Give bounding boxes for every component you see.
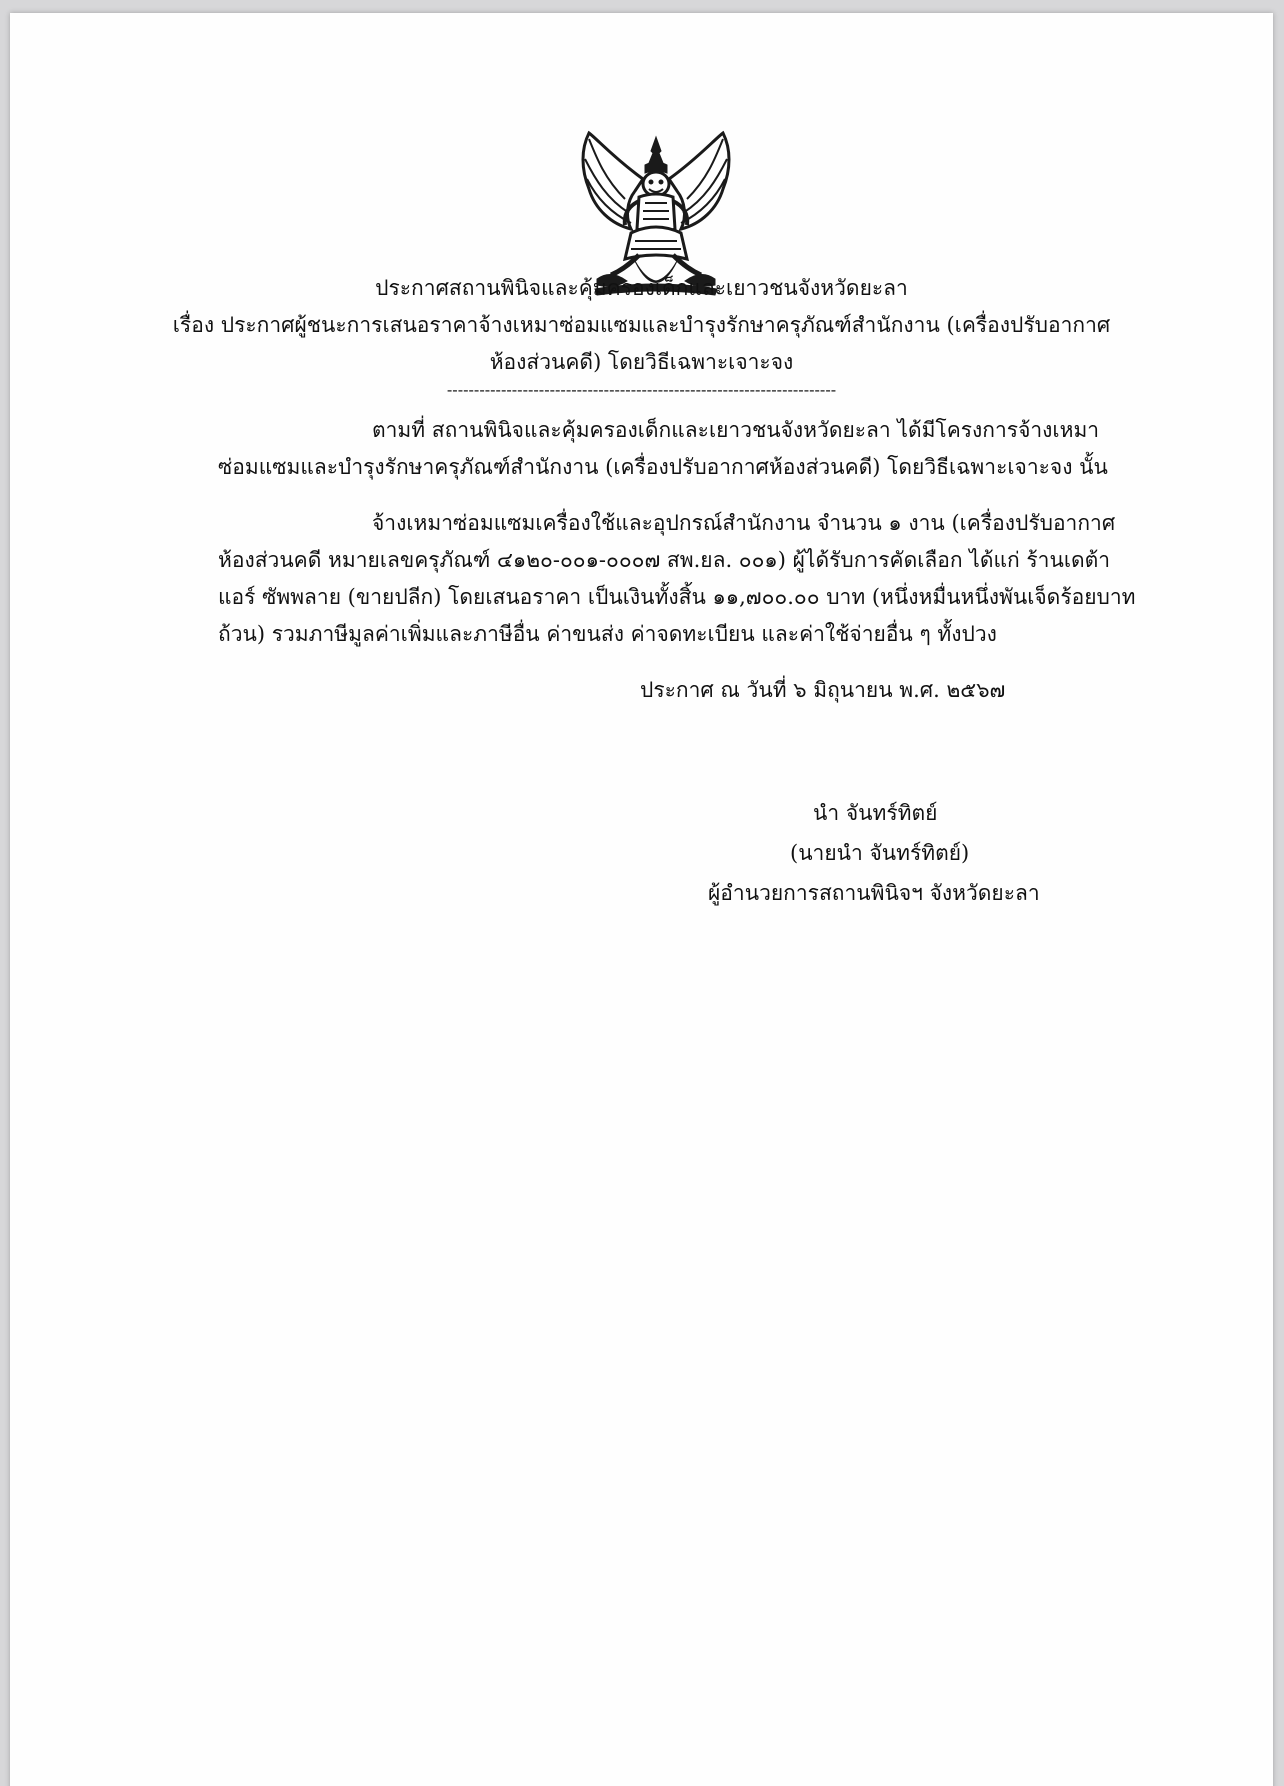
document-page: [10, 13, 1273, 1786]
announcement-date: ประกาศ ณ วันที่ ๖ มิถุนายน พ.ศ. ๒๕๖๗: [640, 678, 1006, 702]
paragraph-2-line-4: ถ้วน) รวมภาษีมูลค่าเพิ่มและภาษีอื่น ค่าขนส่ง ค่าจดทะเบียน และค่าใช้จ่ายอื่น ๆ ทั้งปวง: [218, 622, 997, 646]
signature-name: นำ จันทร์ทิตย์: [813, 801, 938, 825]
signer-full-name: (นายนำ จันทร์ทิตย์): [790, 841, 970, 865]
paragraph-1-line-1: ตามที่ สถานพินิจและคุ้มครองเด็กและเยาวชนจังหวัดยะลา ได้มีโครงการจ้างเหมา: [372, 418, 1100, 442]
paragraph-2-line-2: ห้องส่วนคดี หมายเลขครุภัณฑ์ ๔๑๒๐-๐๐๑-๐๐๐๗ สพ.ยล. ๐๐๑) ผู้ได้รับการคัดเลือก ได้แก่ ร้านเดต้า: [218, 548, 1111, 572]
announcement-subject-line-1: เรื่อง ประกาศผู้ชนะการเสนอราคาจ้างเหมาซ่อมแซมและบำรุงรักษาครุภัณฑ์สำนักงาน (เครื่องปรับอากาศ: [172, 313, 1111, 337]
announcement-subject-line-2: ห้องส่วนคดี) โดยวิธีเฉพาะเจาะจง: [489, 350, 794, 374]
paragraph-2-line-3: แอร์ ซัพพลาย (ขายปลีก) โดยเสนอราคา เป็นเงินทั้งสิ้น ๑๑,๗๐๐.๐๐ บาท (หนึ่งหมื่นหนึ่งพันเจ็ดร้อยบาท: [218, 585, 1136, 609]
paragraph-2-line-1: จ้างเหมาซ่อมแซมเครื่องใช้และอุปกรณ์สำนักงาน จำนวน ๑ งาน (เครื่องปรับอากาศ: [372, 511, 1116, 535]
announcement-title: ประกาศสถานพินิจและคุ้มครองเด็กและเยาวชนจังหวัดยะลา: [375, 276, 908, 300]
title-divider: ------------------------------------------------------------------------: [446, 380, 837, 399]
paragraph-1-line-2: ซ่อมแซมและบำรุงรักษาครุภัณฑ์สำนักงาน (เครื่องปรับอากาศห้องส่วนคดี) โดยวิธีเฉพาะเจาะจง นั้น: [218, 455, 1108, 479]
signer-position: ผู้อำนวยการสถานพินิจฯ จังหวัดยะลา: [708, 881, 1040, 905]
